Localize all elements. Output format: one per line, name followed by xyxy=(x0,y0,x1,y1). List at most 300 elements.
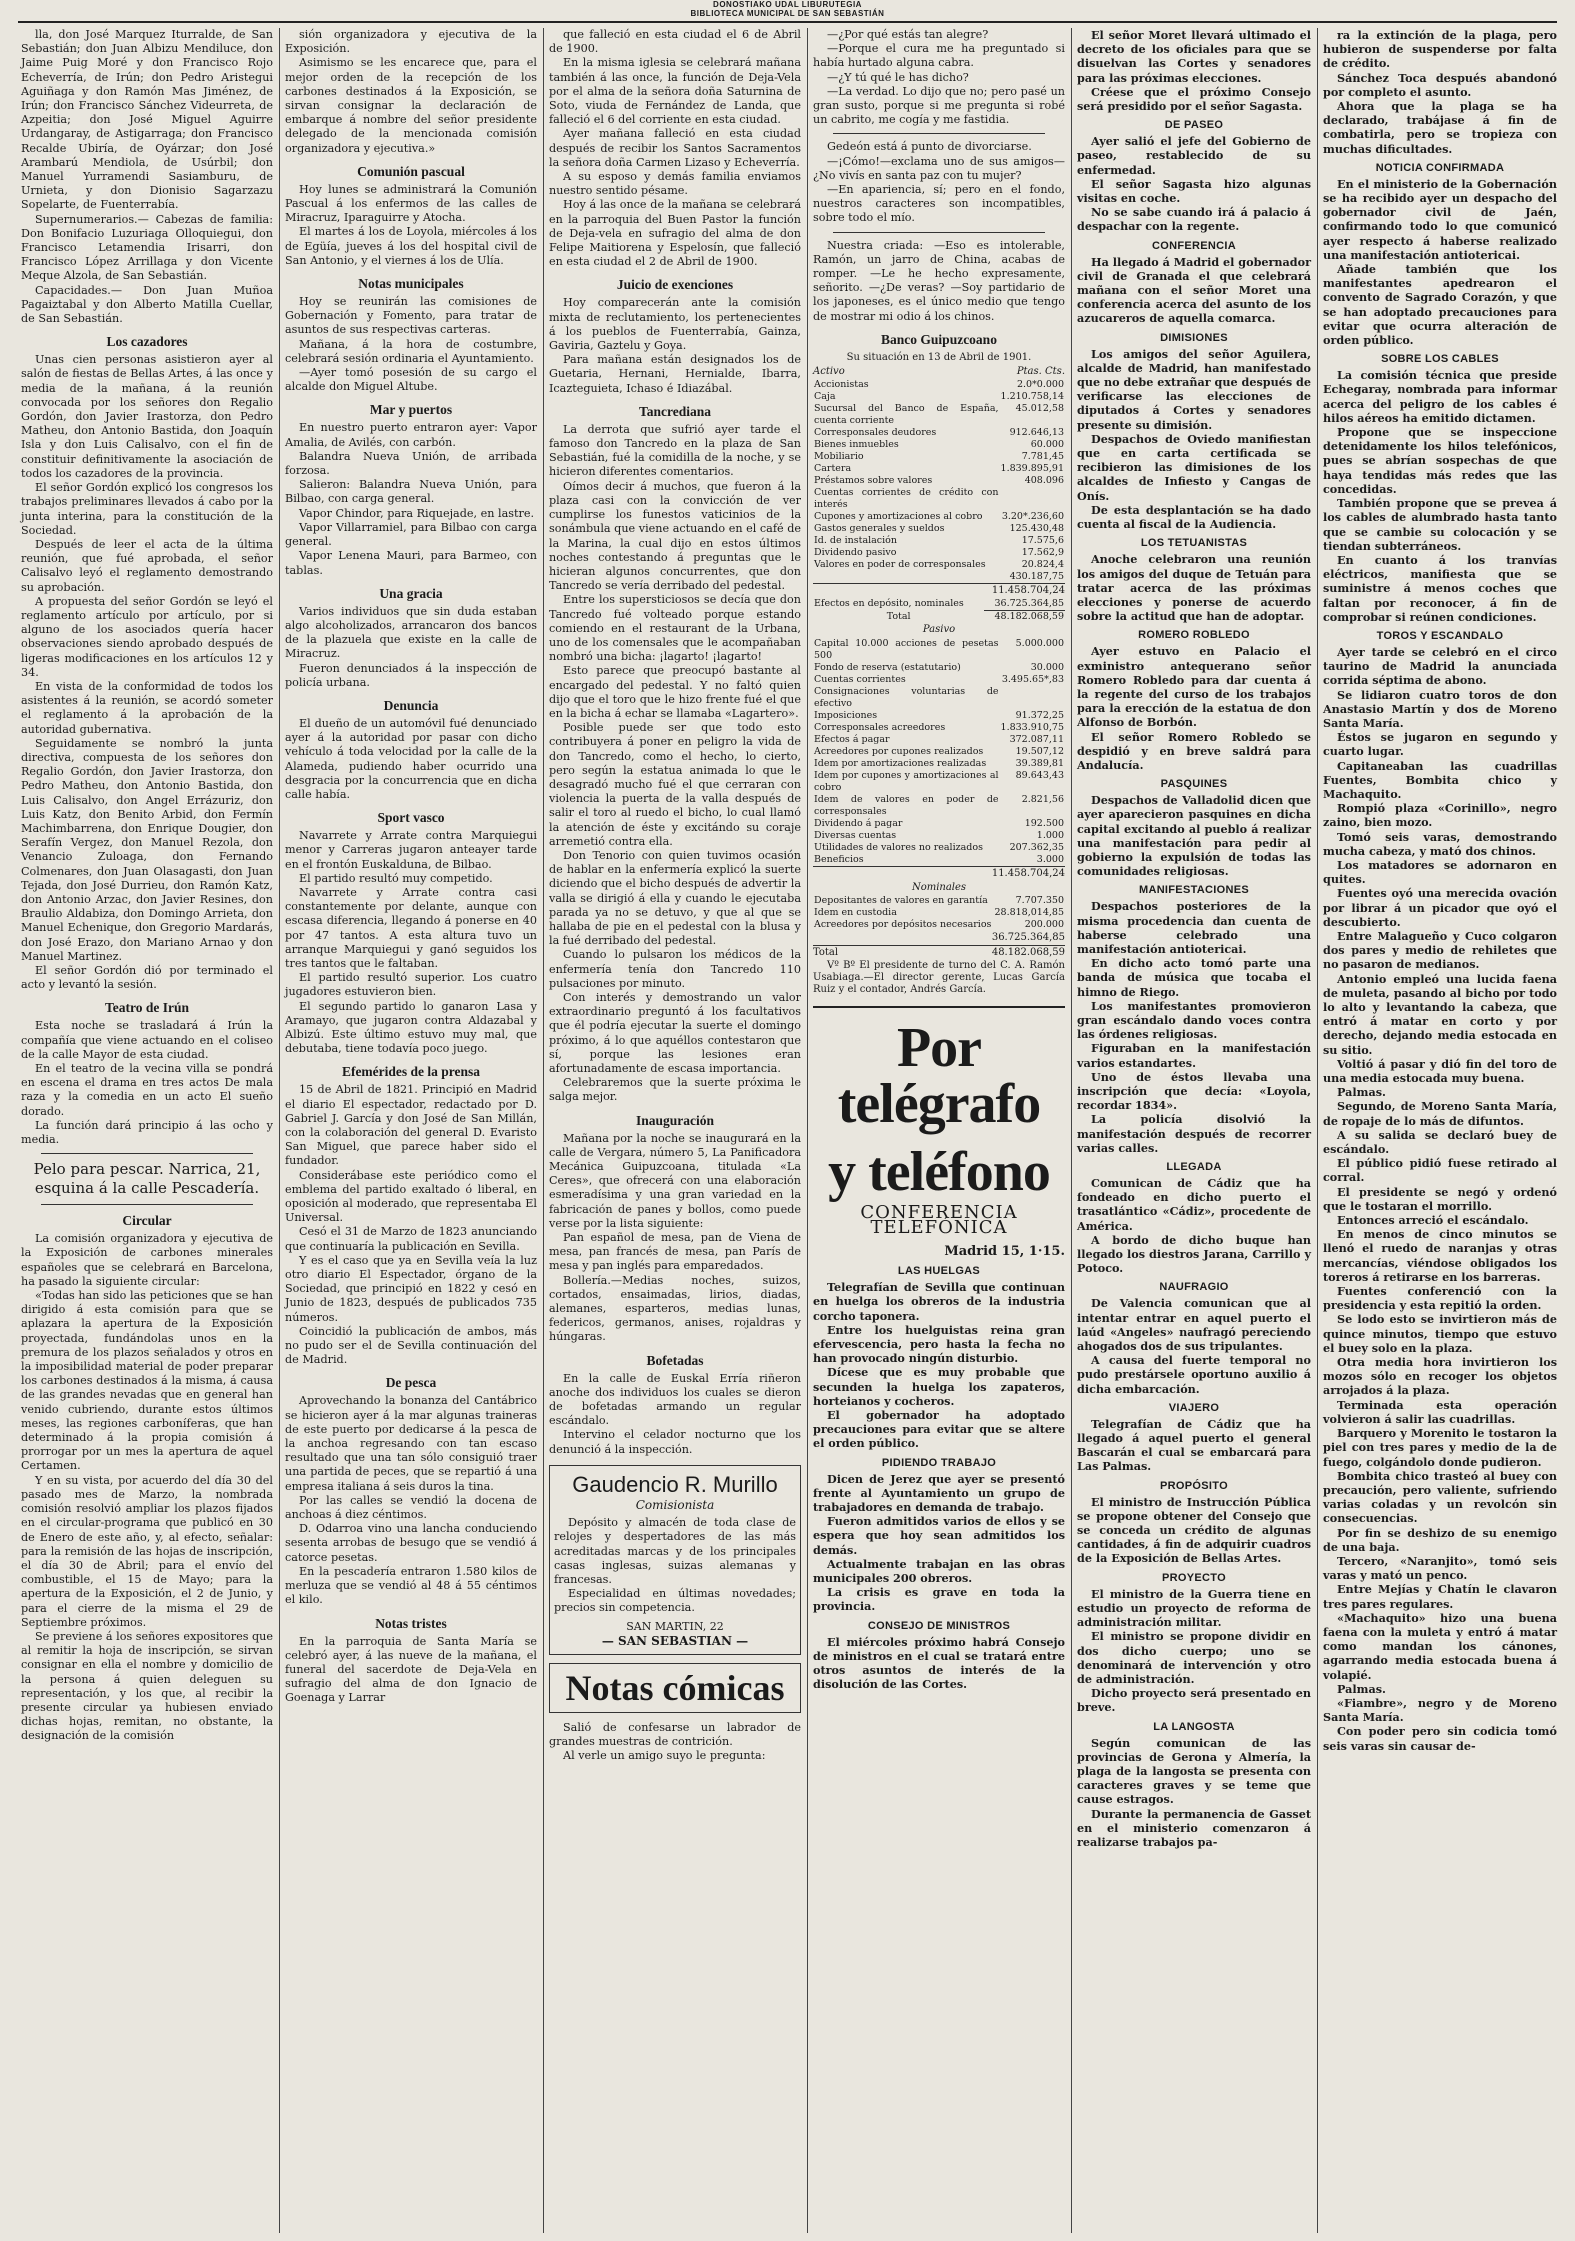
paragraph: El ministro de la Guerra tiene en estudio un proyecto de reforma de administración militar. xyxy=(1077,1586,1311,1630)
grand-total-row xyxy=(813,945,1065,960)
paragraph: El presidente se negó y ordenó que le tostaran el morrillo. xyxy=(1323,1184,1557,1213)
paragraph: El ministro de Instrucción Pública se propone obtener del Consejo que se conceda un crédito de algunas cantidades, á fin de adquirir cuadros de la Exposición de Bellas Artes. xyxy=(1077,1494,1311,1566)
table-cell: 91.372,25 xyxy=(1015,709,1064,721)
paragraph: Bollería.—Medias noches, suizos, cortados, ensaimadas, lirios, diadas, alemanes, esparteros, medias lunas, federicos, germanos, anises, rojaldras y húngaras. xyxy=(549,1273,801,1344)
paragraph: —Ayer tomó posesión de su cargo el alcalde don Miguel Altube. xyxy=(285,366,537,394)
section-heading: Sport vasco xyxy=(377,810,445,826)
paragraph: Los manifestantes promovieron gran escándalo dando voces contra las órdenes religiosas. xyxy=(1077,998,1311,1042)
notas-comicas-box xyxy=(549,1663,801,1713)
paragraph: Capitaneaban las cuadrillas Fuentes, Bombita chico y Machaquito. xyxy=(1323,758,1557,801)
table-cell: Efectos á pagar xyxy=(814,733,890,745)
table-cell: 5.000.000 xyxy=(1015,637,1064,649)
paragraph: Barquero y Morenito le tostaron la piel con tres pares y medio de la de fuego, colgándolo donde pudieron. xyxy=(1323,1426,1557,1469)
paragraph: Para mañana están designados los de Guetaria, Hernani, Hernialde, Ibarra, Icazteguieta, Ichaso é Idiazábal. xyxy=(549,353,801,395)
paragraph: Créese que el próximo Consejo será presidido por el señor Sagasta. xyxy=(1077,84,1311,114)
paragraph: El señor Moret llevará ultimado el decreto de los oficiales para que se disuelvan las Cortes y senadores para las próximas elecciones. xyxy=(1077,28,1311,85)
paragraph: Por fin se deshizo de su enemigo de una baja. xyxy=(1323,1525,1557,1554)
table-cell: Total xyxy=(886,610,911,622)
table-cell: 1.210.758,14 xyxy=(1000,391,1064,403)
table-cell: Cuentas corrientes xyxy=(814,673,906,685)
column-rule xyxy=(1317,28,1318,2233)
column-1 xyxy=(18,28,276,2233)
table-row xyxy=(813,895,1065,907)
table-cell: 39.389,81 xyxy=(1015,757,1064,769)
paragraph: Mañana, á la hora de costumbre, celebrará sesión ordinaria el Ayuntamiento. xyxy=(285,337,537,365)
paragraph: Telegrafían de Sevilla que continuan en huelga los obreros de la industria corcho taponera. xyxy=(813,1280,1065,1323)
table-cell: Corresponsales acreedores xyxy=(814,721,946,733)
paragraph: —Porque el cura me ha preguntado si había hurtado alguna cabra. xyxy=(813,42,1065,70)
paragraph: A propuesta del señor Gordón se leyó el reglamento artículo por artículo, por si alguno de los asociados quería hacer observaciones siendo aprobado después de ligeras modificaciones en los artículos 12 y 34. xyxy=(21,594,273,679)
table-row xyxy=(813,598,1065,611)
table-cell: 3.495.65*,83 xyxy=(1001,673,1064,685)
divider xyxy=(41,1204,253,1205)
table-row xyxy=(813,770,1065,794)
paragraph: A causa del fuerte temporal no pudo prestársele oportuno auxilio á dicha embarcación. xyxy=(1077,1353,1311,1396)
table-cell: 48.182.068,59 xyxy=(984,611,1065,624)
paragraph: Terminada esta operación volvieron á salir las cuadrillas. xyxy=(1323,1397,1557,1426)
paragraph: En cuanto á los tranvías eléctricos, manifiesta que se suministre á menos coches que faltan por reconocer, á fin de comprobar si reúnen condiciones. xyxy=(1323,552,1557,624)
table-cell: Imposiciones xyxy=(814,709,878,721)
paragraph: Oímos decir á muchos, que fueron á la plaza casi con la convicción de ver cumplirse los funestos vaticinios de la sonámbula que viene actuando en el café de la Marina, la cual dijo en estos últimos noches contestando á preguntas que le hicieran algunos concurrentes, que don Tancredo se vería derribado del pedestal. xyxy=(549,479,801,593)
paragraph: Supernumerarios.— Cabezas de familia: Don Bonifacio Luzuriaga Olloquiegui, don Francisco Letamendia Irisarri, don Francisco López Arrillaga y don Vicente Meque Alzola, de San Sebastián. xyxy=(21,212,273,283)
table-cell: Diversas cuentas xyxy=(814,829,897,841)
paragraph: Al verle un amigo suyo le pregunta: xyxy=(563,1749,766,1763)
paragraph: Ahora que la plaga se ha declarado, trabájase á fin de combatirla, pero se tropieza con muchas dificultades. xyxy=(1323,99,1557,156)
paragraph: Celebraremos que la suerte próxima le salga mejor. xyxy=(549,1076,801,1104)
paragraph: Éstos se jugaron en segundo y cuarto lugar. xyxy=(1323,730,1557,759)
paragraph: Se lodo esto se invirtieron más de quince minutos, tiempo que estuvo el buey solo en la plaza. xyxy=(1323,1312,1557,1355)
paragraph: El dueño de un automóvil fué denunciado ayer á la autoridad por pasar con dicho vehículo á toda velocidad por la calle de la Alameda, pudiendo haber ocurrido una desgracia por la concurrencia que en dicha calle había. xyxy=(285,716,537,801)
table-cell: Dividendo á pagar xyxy=(814,817,903,829)
table-cell xyxy=(1000,686,1065,710)
table-cell xyxy=(1000,487,1065,511)
table-row xyxy=(813,722,1065,734)
table-cell: Efectos en depósito, nominales xyxy=(814,598,964,610)
paragraph: Vapor Villarramiel, para Bilbao con carga general. xyxy=(285,520,537,549)
paragraph: —La verdad. Lo dijo que no; pero pasé un gran susto, porque si me pregunta si robé un cabrito, me cogía y me fastidia. xyxy=(813,84,1065,127)
paragraph: Y es el caso que ya en Sevilla veía la luz otro diario El Espectador, órgano de la Sociedad, que principió en 1822 y cesó en Junio de 1823, después de publicados 735 números. xyxy=(285,1253,537,1324)
nominales-total: 36.725.364,85 xyxy=(991,932,1065,944)
paragraph: Rompió plaza «Corinillo», negro zaino, bien mozo. xyxy=(1323,801,1557,830)
paragraph: Ayer salió el jefe del Gobierno de paseo, restablecido de su enfermedad. xyxy=(1077,134,1311,177)
table-cell: Préstamos sobre valores xyxy=(814,475,933,487)
paragraph: Después de leer el acta de la última reunión, que fué aprobada, el señor Calisalvo leyó el reglamento demostrando su aprobación. xyxy=(21,537,273,594)
paragraph: La comisión técnica que preside Echegaray, nombrada para informar acerca del peligro de los cables é hilos aéreos ha emitido dictamen. xyxy=(1323,368,1557,425)
classified-ad: Pelo para pescar. Narrica, 21, esquina á la calle Pescadería. xyxy=(33,1160,261,1198)
news-heading: CONSEJO DE MINISTROS xyxy=(867,1619,1011,1632)
section-heading: Notas tristes xyxy=(375,1615,447,1631)
table-cell: Utilidades de valores no realizados xyxy=(814,841,983,853)
paragraph: Dícese que es muy probable que secunden la huelga los zapateros, horteianos y cocheros. xyxy=(813,1365,1065,1408)
paragraph: El partido resultó muy competido. xyxy=(299,871,493,885)
table-row xyxy=(813,907,1065,919)
divider xyxy=(833,133,1045,134)
table-row xyxy=(813,758,1065,770)
table-row xyxy=(813,427,1065,439)
paragraph: Antonio empleó una lucida faena de muleta, pasando al bicho por todo lo alto y levantando la cabeza, que entró á matar en corto y por derecho, dejando media estocada en su sitio. xyxy=(1323,971,1557,1057)
paragraph: Según comunican de las provincias de Gerona y Almería, la plaga de la langosta se presenta con caracteres graves y se teme que cause estragos. xyxy=(1077,1735,1311,1807)
news-heading: ROMERO ROBLEDO xyxy=(1138,629,1250,642)
table-row xyxy=(813,475,1065,487)
table-cell: Id. de instalación xyxy=(814,535,898,547)
news-heading: CONFERENCIA xyxy=(1152,239,1236,252)
paragraph: De esta desplantación se ha dado cuenta al fiscal de la Audiencia. xyxy=(1077,502,1311,532)
paragraph: El ministro se propone dividir en dos dicho cuerpo; uno se denominará de intervención y otro de administración. xyxy=(1077,1629,1311,1686)
table-cell: Beneficios xyxy=(814,853,864,865)
table-row xyxy=(813,523,1065,535)
bank-signature: Vº Bº El presidente de turno del C. A. Ramón Usabiaga.—El director gerente, Lucas García Ruiz y el contador, Andrés García. xyxy=(813,960,1065,996)
archive-name: DONOSTIAKO UDAL LIBURUTEGIA xyxy=(713,0,862,9)
paragraph: Aprovechando la bonanza del Cantábrico se hicieron ayer á la mar algunas traineras de este puerto por dedicarse á la pesca de la anchoa regresando con tan escaso resultado que una tan sólo consiguió traer una partida de peces, que se repartió á una empresa italiana á seis duros la tina. xyxy=(285,1394,537,1493)
paragraph: Comunican de Cádiz que ha fondeado en dicho puerto el trasatlántico «Cádiz», procedente de América. xyxy=(1077,1176,1311,1233)
activo-total: 11.458.704,24 xyxy=(813,583,1065,598)
table-row xyxy=(813,854,1065,866)
archive-subtitle: BIBLIOTECA MUNICIPAL DE SAN SEBASTIÁN xyxy=(690,9,885,18)
table-cell: Cupones y amortizaciones al cobro xyxy=(814,511,983,523)
grand-total: 48.182.068,59 xyxy=(991,947,1065,959)
table-row xyxy=(813,818,1065,830)
paragraph: Hoy comparecerán ante la comisión mixta de reclutamiento, los pertenecientes á los pueblos de Fuenterrabía, Gainza, Gaviria, Gaztelu y Goya. xyxy=(549,296,801,353)
paragraph: «Fiambre», negro y de Moreno Santa María. xyxy=(1323,1695,1557,1725)
archive-header xyxy=(0,0,1575,20)
paragraph: Gedeón está á punto de divorciarse. xyxy=(827,140,1032,154)
paragraph: No se sabe cuando irá á palacio á despachar con la regente. xyxy=(1077,205,1311,234)
paragraph: Durante la permanencia de Gasset en el ministerio comenzaron á realizarse trabajos pa- xyxy=(1077,1806,1311,1849)
section-heading: Juicio de exenciones xyxy=(616,277,734,293)
section-heading: Notas municipales xyxy=(358,276,464,292)
paragraph: En la pescadería entraron 1.580 kilos de merluza que se vendió al 48 á 55 céntimos el kilo. xyxy=(285,1564,537,1607)
divider xyxy=(813,1006,1065,1008)
column-rule xyxy=(807,28,808,2233)
section-heading: Banco Guipuzcoano xyxy=(881,331,997,347)
dateline: Madrid 15, 1·15. xyxy=(944,1243,1065,1259)
paragraph: El señor Gordón dió por terminado el acto y levantó la sesión. xyxy=(21,964,273,992)
paragraph: La función dará principio á las ocho y media. xyxy=(21,1118,273,1147)
table-row xyxy=(813,403,1065,427)
table-cell: 2.821,56 xyxy=(1021,793,1064,805)
section-heading: Comunión pascual xyxy=(357,163,465,179)
table-cell: 207.362,35 xyxy=(1009,841,1064,853)
paragraph: «Todas han sido las peticiones que se han dirigido á esta comisión para que se aplazara la apertura de la Exposición proyectada, fundándolas unos en la premura de los plazos señalados y otros en la imposibilidad material de poder preparar los carbones destinados á la misma, á causa de las grandes nevadas que en general han venido cubriendo, durante estos últimos meses, las regiones carboníferas, que han determinado á la propia comisión á prorrogar por un mes la apertura de aquel Certamen. xyxy=(21,1289,273,1473)
paragraph: El miércoles próximo habrá Consejo de ministros en el cual se tratará entre otros asuntos de interés de la disolución de las Cortes. xyxy=(813,1634,1065,1692)
paragraph: Ayer estuvo en Palacio el exministro antequerano señor Romero Robledo para dar cuenta á la regente del curso de los trabajos para la erección de la estatua de don Alfonso de Borbón. xyxy=(1077,644,1311,730)
paragraph: Tercero, «Naranjito», tomó seis varas y mató un penco. xyxy=(1323,1553,1557,1583)
table-cell: 17.575,6 xyxy=(1021,535,1064,547)
section-heading: De pesca xyxy=(385,1375,437,1391)
section-heading: Circular xyxy=(122,1213,172,1229)
paragraph: Fuentes oyó una merecida ovación por librar á un picador que oyó el descubierto. xyxy=(1323,886,1557,929)
section-heading: Mar y puertos xyxy=(369,402,453,418)
paragraph: Entre los huelguistas reina gran efervescencia, pero hasta la fecha no han provocado ningún disturbio. xyxy=(813,1322,1065,1366)
paragraph: Figuraban en la manifestación varios estandartes. xyxy=(1077,1041,1311,1070)
paragraph: Esta noche se trasladará á Irún la compañía que viene actuando en el coliseo de la calle Mayor de esta ciudad. xyxy=(21,1019,273,1061)
paragraph: Cesó el 31 de Marzo de 1823 anunciando que continuaría la publicación en Sevilla. xyxy=(285,1225,537,1253)
column-2 xyxy=(282,28,540,2233)
table-row xyxy=(813,734,1065,746)
news-heading: DIMISIONES xyxy=(1160,331,1228,344)
paragraph: Añade también que los manifestantes apedrearon el convento de Sagrado Corazón, y que se han adoptado precauciones para evitar que ocurra alteración de orden público. xyxy=(1323,262,1557,348)
table-cell: Caja xyxy=(814,391,836,403)
paragraph: Otra media hora invirtieron los mozos sólo en recoger los objetos arrojados á la plaza. xyxy=(1323,1355,1557,1398)
paragraph: Posible puede ser que todo esto contribuyera á poner en peligro la vida de don Tancredo, como el hecho, lo cierto, pero según la estatua animada lo que le desagradó mucho fué el que cerraran con violencia la puerta de la valla después de salir el toro al ruedo el bicho, lo cual llamó la atención de éste y excitándo su coraje arremetió contra ella. xyxy=(549,721,801,848)
bank-activo-table xyxy=(813,379,1065,583)
bank-date: Su situación en 13 de Abril de 1901. xyxy=(846,351,1032,363)
paragraph: Tomó seis varas, demostrando mucha cabeza, y mató dos chinos. xyxy=(1323,829,1557,858)
paragraph: Don Tenorio con quien tuvimos ocasión de hablar en la enfermería explicó la suerte diciendo que el bicho después de advertir la valla se dirigió á ella y cuando le ejecutaba parada ya no se detuvo, y que al que se hallaba de pie en el pedestal con la blusa y la fué derribado del pedestal. xyxy=(549,848,801,948)
paragraph: Bombita chico trasteó al buey con precaución, pero valiente, sufriendo varias coladas y un revolcón sin consecuencias. xyxy=(1323,1468,1557,1526)
paragraph: Unas cien personas asistieron ayer al salón de fiestas de Bellas Artes, á las once y media de la mañana, á la reunión convocada por los señores don Regalio Gordón, don Javier Irastorza, don Pedro Matheu, don Antonio Bastida, don Joaquín Isla y don Luis Calisalvo, con el fin de constituir definitivamente la asociación de todos los cazadores de la provincia. xyxy=(21,353,273,480)
table-cell: Cartera xyxy=(814,463,852,475)
table-cell: 17.562,9 xyxy=(1021,547,1064,559)
header-rule xyxy=(18,21,1557,23)
news-heading: LA LANGOSTA xyxy=(1153,1720,1235,1733)
table-cell xyxy=(813,571,1000,583)
paragraph: Navarrete y Arrate contra Marquiegui menor y Carreras jugaron anteayer tarde en el frontón Euskalduna, de Bilbao. xyxy=(285,829,537,871)
table-row xyxy=(813,611,1065,624)
table-cell: 7.781,45 xyxy=(1021,451,1064,463)
paragraph: Con interés y demostrando un valor extraordinario preguntó á los facultativos que él podría ejecutar la suerte el domingo próximo, á lo que aquéllos contestaron que sí, porque las lesiones eran afortunadamente de escasa importancia. xyxy=(549,991,801,1076)
paragraph: Varios individuos que sin duda estaban algo alcoholizados, arrancaron dos bancos de la plazuela que existe en la calle de Miracruz. xyxy=(285,604,537,661)
news-heading: MANIFESTACIONES xyxy=(1138,884,1250,897)
nominales-label: Nominales xyxy=(911,881,967,893)
table-cell: 2.0*0.000 xyxy=(1016,379,1064,391)
table-cell: 200.000 xyxy=(1024,919,1064,931)
table-row xyxy=(813,511,1065,523)
news-heading: TOROS Y ESCANDALO xyxy=(1376,629,1504,642)
ad-address: SAN MARTIN, 22 xyxy=(626,1619,724,1633)
table-cell: 3.000 xyxy=(1036,853,1064,865)
paragraph: —En apariencia, sí; pero en el fondo, nuestros caracteres son incompatibles, sobre todo el mío. xyxy=(813,183,1065,225)
paragraph: Con poder pero sin codicia tomó seis varas sin causar de- xyxy=(1323,1724,1557,1753)
table-cell: 19.507,12 xyxy=(1015,745,1064,757)
paragraph: Esto parece que preocupó bastante al encargado del pedestal. Y no faltó quien dijo que el toro que le hizo frente fué el que en la bicha á echar se llamaba «Lagartero». xyxy=(549,664,801,720)
paragraph: Salieron: Balandra Nueva Unión, para Bilbao, con carga general. xyxy=(285,478,537,506)
paragraph: A bordo de dicho buque han llegado los diestros Jarana, Carrillo y Potoco. xyxy=(1077,1232,1311,1276)
column-4 xyxy=(810,28,1068,2233)
paragraph: Ayer mañana falleció en esta ciudad después de recibir los Santos Sacramentos la señora doña Carmen Lizaso y Echeverría. xyxy=(549,127,801,169)
column-5 xyxy=(1074,28,1314,2233)
paragraph: El señor Romero Robledo se despidió y en breve saldrá para Andalucía. xyxy=(1077,729,1311,772)
table-cell: 430.187,75 xyxy=(1009,571,1064,583)
paragraph: —¿Y tú qué le has dicho? xyxy=(827,70,969,84)
paragraph: Vapor Chindor, para Riquejade, en lastre. xyxy=(299,506,535,520)
paragraph: Anoche celebraron una reunión los amigos del duque de Tetuán para tratar acerca de las próximas elecciones y ponerse de acuerdo sobre la actitud que han de adoptar. xyxy=(1077,552,1311,624)
paragraph: Sánchez Toca después abandonó por completo el asunto. xyxy=(1323,70,1557,99)
table-row xyxy=(813,919,1065,931)
paragraph: ra la extinción de la plaga, pero hubieron de suspenderse por falta de crédito. xyxy=(1323,28,1557,71)
table-row xyxy=(813,662,1065,674)
paragraph: El señor Gordón explicó los congresos los trabajos preliminares llevados á cabo por la junta interina, para la constitución de la Sociedad. xyxy=(21,481,273,537)
table-cell: Mobiliario xyxy=(814,451,864,463)
paragraph: Despachos de Oviedo manifiestan que en carta certificada se recibieron las dimisiones de los alcaldes de Infiesto y Cangas de Onís. xyxy=(1077,431,1311,503)
table-cell: Acreedores por depósitos necesarios xyxy=(814,919,992,931)
table-cell: 28.818,014,85 xyxy=(994,907,1064,919)
table-row xyxy=(813,794,1065,818)
news-heading: PIDIENDO TRABAJO xyxy=(881,1456,997,1469)
paragraph: Mañana por la noche se inaugurará en la calle de Vergara, número 5, La Panificadora Mecánica Guipuzcoana, titulada «La Ceres», que ofrecerá con una elaboración esmeradísima y una gran variedad en la fabricación de panes y bollos, como puede verse por la lista siguiente: xyxy=(549,1131,801,1230)
paragraph: El martes á los de Loyola, miércoles á los de Egüía, jueves á los del hospital civil de San Antonio, y el viernes á los de Ulía. xyxy=(285,225,537,267)
news-heading: SOBRE LOS CABLES xyxy=(1381,353,1499,366)
paragraph: También propone que se prevea á los cables de alumbrado hasta tanto que se cambie su colocación y se tiendan subterráneos. xyxy=(1323,496,1557,553)
paragraph: En vista de la conformidad de todos los asistentes á la reunión, se acordó someter el reglamento á la aprobación de la autoridad gubernativa. xyxy=(21,679,273,736)
paragraph: Ha llegado á Madrid el gobernador civil de Granada el que celebrará mañana con el señor Moret una conferencia acerca del asunto de los azucareros de aquella comarca. xyxy=(1077,254,1311,326)
table-cell: Acreedores por cupones realizados xyxy=(814,745,984,757)
table-row xyxy=(813,571,1065,583)
paragraph: Entre Mejías y Chatín le clavaron tres pares regulares. xyxy=(1323,1582,1557,1611)
section-heading: Bofetadas xyxy=(646,1352,704,1368)
news-heading: VIAJERO xyxy=(1168,1401,1220,1414)
paragraph: Ayer tarde se celebró en el circo taurino de Madrid la anunciada corrida séptima de abono. xyxy=(1323,644,1557,688)
paragraph: Entre Malagueño y Cuco colgaron dos pares y medio de rehiletes que no pasaron de medianos. xyxy=(1323,928,1557,972)
table-cell: Accionistas xyxy=(814,379,869,391)
paragraph: Y en su vista, por acuerdo del día 30 del pasado mes de Marzo, la nombrada comisión resolvió ampliar los plazos fijados en el circular-programa que publicó en 30 de Enero de este año, y, al efecto, señalar: para la remisión de las hojas de inscripción, el día 30 de Abril; para el envío del combustible, el 15 de Mayo; para la apertura de la Exposición, el 2 de Junio, y para el cierre de la misma el 29 de Septiembre próximos. xyxy=(21,1473,273,1629)
paragraph: Fuentes conferenció con la presidencia y esta repitió la orden. xyxy=(1323,1284,1557,1313)
divider xyxy=(833,232,1045,233)
section-heading: Los cazadores xyxy=(106,334,188,350)
paragraph: Seguidamente se nombró la junta directiva, compuesta de los señores don Regalio Gordón, don Javier Irastorza, don Pedro Matheu, don Antonio Bastida, don Luis Calisalvo, don Angel Errázuriz, don Luis Katz, don Benito Arbid, don Fermín Machimbarrena, don Enrique Dougier, don Serafín Vergez, don Manuel Rezola, don Venancio Zuloaga, don Fernando Colmenares, don Juan Olasagasti, don Juan Tejada, don José Durrieu, don Ramón Katz, don Antonio Arzac, don Javier Resines, don Braulio Aldabiza, don Domingo Arrieta, don Manuel Echenique, don Gregorio Mardarás, don José Erazo, don Mariano Arnao y don Manuel Martinez. xyxy=(21,736,273,963)
paragraph: Pan español de mesa, pan de Viena de mesa, pan francés de mesa, pan París de mesa y pan inglés para emparedados. xyxy=(549,1231,801,1273)
table-row xyxy=(813,463,1065,475)
paragraph: En la misma iglesia se celebrará mañana también á las once, la función de Deja-Vela por el alma de la señora doña Saturnina de Soto, viuda de Fernández de Landa, que falleció el 6 del corriente en esta ciudad. xyxy=(549,56,801,127)
paragraph: El señor Sagasta hizo algunas visitas en coche. xyxy=(1077,176,1311,206)
paragraph: Se previene á los señores expositores que al remitir la hoja de inscripción, se sirvan consignar en ella el nombre y domicilio de la persona á quien deleguen su representación, y los que, al recibir la presente circular ya hubiesen enviado dichas hojas, remitan, no obstante, la designación de la comisión xyxy=(21,1629,273,1743)
paragraph: Intervino el celador nocturno que los denunció á la inspección. xyxy=(549,1428,801,1456)
paragraph: —¿Por qué estás tan alegre? xyxy=(827,28,989,41)
table-row xyxy=(813,842,1065,854)
paragraph: Navarrete y Arrate contra casi constantemente por delante, aunque con escasa diferencia, llegando á ponerse en 40 por 47 tantos. A esta altura tuvo un arranque Marquiegui y ganó seguidos los tres tantos que le faltaban. xyxy=(285,885,537,970)
table-row xyxy=(813,487,1065,511)
paragraph: El público pidió fuese retirado al corral. xyxy=(1323,1156,1557,1185)
table-cell: 45.012,58 xyxy=(1015,403,1064,415)
paragraph: En la calle de Euskal Erría riñeron anoche dos individuos los cuales se dieron de bofetadas armando un regular escándalo. xyxy=(549,1371,801,1428)
column-3 xyxy=(546,28,804,2233)
ad-subtitle: Comisionista xyxy=(635,1497,715,1512)
paragraph: Considerábase este periódico como el emblema del partido exaltado ó liberal, en oposición al moderado, que representaba El Universal. xyxy=(285,1168,537,1225)
ad-text: Especialidad en últimas novedades; precios sin competencia. xyxy=(554,1587,796,1615)
paragraph: Telegrafían de Cádiz que ha llegado á aquel puerto el general Bascarán el cual se embarcará para Las Palmas. xyxy=(1077,1416,1311,1474)
paragraph: Entonces arreció el escándalo. xyxy=(1337,1213,1529,1228)
paragraph: Los matadores se adornaron en quites. xyxy=(1323,857,1557,887)
paragraph: Se lidiaron cuatro toros de don Anastasio Martín y dos de Moreno Santa María. xyxy=(1323,687,1557,730)
paragraph: «Machaquito» hizo una buena faena con la muleta y entró á matar como mandan los cánones, agarrando media estocada buena á volapié. xyxy=(1323,1610,1557,1682)
table-row xyxy=(813,746,1065,758)
news-heading: LAS HUELGAS xyxy=(897,1265,981,1278)
telegraph-title: y teléfono xyxy=(828,1141,1050,1204)
paragraph: Voltió á pasar y dió fin del toro de una media estocada muy buena. xyxy=(1323,1056,1557,1086)
paragraph: Fueron admitidos varios de ellos y se espera que hoy sean admitidos los demás. xyxy=(813,1514,1065,1557)
table-row xyxy=(813,547,1065,559)
column-rule xyxy=(279,28,280,2233)
paragraph: 15 de Abril de 1821. Principió en Madrid el diario El espectador, redactado por D. Gabriel J. García y don José de San Millán, con la colaboración del general D. Evaristo San Miguel, que parece haber sido el fundador. xyxy=(285,1083,537,1168)
table-cell: Idem de valores en poder de corresponsales xyxy=(814,793,999,817)
table-row xyxy=(813,830,1065,842)
paragraph: Cuando lo pulsaron los médicos de la enfermería tenía don Tancredo 110 pulsaciones por minuto. xyxy=(549,948,801,990)
paragraph: Palmas. xyxy=(1337,1681,1386,1696)
paragraph: De Valencia comunican que al intentar entrar en aquel puerto el laúd «Angeles» naufragó pereciendo ahogados dos de sus tripulantes. xyxy=(1077,1296,1311,1354)
table-cell: Capital 10.000 acciones de pesetas 500 xyxy=(814,637,999,661)
section-heading: Efemérides de la prensa xyxy=(341,1064,481,1080)
news-heading: DE PASEO xyxy=(1164,119,1224,132)
table-row xyxy=(813,535,1065,547)
paragraph: La policía disolvió la manifestación después de recorrer varias calles. xyxy=(1077,1112,1311,1155)
paragraph: Asimismo se les encarece que, para el mejor orden de la recepción de los carbones destinados á la Exposición, se sirvan consignar la declaración de embarque á nombre del señor presidente delegado de la mencionada comisión organizadora y ejecutiva.» xyxy=(285,56,537,155)
paragraph: Hoy se reunirán las comisiones de Gobernación y Fomento, para tratar de asuntos de sus respectivas carteras. xyxy=(285,295,537,337)
telephone-conference: CONFERENCIA TELEFÓNICA xyxy=(860,1202,1018,1238)
paragraph: Hoy á las once de la mañana se celebrará en la parroquia del Buen Pastor la función de Deja-vela en sufragio del alma de don Felipe Maitiorena y Espelosín, que falleció en esta ciudad el 2 de Abril de 1900. xyxy=(549,198,801,269)
paragraph: Hoy lunes se administrará la Comunión Pascual á los enfermos de las calles de Miracruz, Iparaguirre y Atocha. xyxy=(285,182,537,225)
ad-business-name: Gaudencio R. Murillo xyxy=(572,1471,778,1497)
table-cell: 1.839.895,91 xyxy=(1000,463,1064,475)
column-6 xyxy=(1320,28,1560,2233)
paragraph: que falleció en esta ciudad el 6 de Abril de 1900. xyxy=(549,28,801,56)
table-cell: Corresponsales deudores xyxy=(814,427,937,439)
paragraph: El segundo partido lo ganaron Lasa y Aramayo, que jugaron contra Aldazabal y Albizú. Este último estuvo muy mal, que debutaba, tiene todavía poco juego. xyxy=(285,999,537,1056)
news-heading: NAUFRAGIO xyxy=(1159,1281,1229,1294)
paragraph: Dicen de Jerez que ayer se presentó frente al Ayuntamiento un grupo de trabajadores en demanda de trabajo. xyxy=(813,1471,1065,1514)
ad-city: — SAN SEBASTIAN — xyxy=(601,1633,749,1648)
news-heading: LOS TETUANISTAS xyxy=(1140,537,1248,550)
paragraph: Uno de éstos llevaba una inscripción que decía: «Loyola, recordar 1834». xyxy=(1077,1069,1311,1113)
table-cell: 912.646,13 xyxy=(1009,427,1064,439)
table-cell: 408.096 xyxy=(1024,475,1064,487)
paragraph: D. Odarroa vino una lancha conduciendo sesenta arrobas de besugo que se vendió á catorce pesetas. xyxy=(285,1522,537,1564)
paragraph: En nuestro puerto entraron ayer: Vapor Amalia, de Avilés, con carbón. xyxy=(285,421,537,449)
table-row xyxy=(813,638,1065,662)
paragraph: Balandra Nueva Unión, de arribada forzosa. xyxy=(285,449,537,478)
paragraph: Actualmente trabajan en las obras municipales 200 obreros. xyxy=(813,1556,1065,1585)
paragraph: Despachos posteriores de la misma procedencia dan cuenta de haberse celebrado una manifestación antiotericai. xyxy=(1077,899,1311,956)
paragraph: Capacidades.— Don Juan Muñoa Pagaiztabal y don Alberto Matilla Cuellar, de San Sebastián. xyxy=(21,283,273,326)
telegraph-title: Por telégrafo xyxy=(837,1017,1041,1136)
table-cell: 20.824,4 xyxy=(1021,559,1064,571)
table-cell: Cuentas corrientes de crédito con interés xyxy=(814,487,999,511)
news-heading: NOTICIA CONFIRMADA xyxy=(1375,161,1505,174)
table-row xyxy=(813,379,1065,391)
paragraph: Dicho proyecto será presentado en breve. xyxy=(1077,1686,1311,1715)
paragraph: El partido resultó superior. Los cuatro jugadores estuvieron bien. xyxy=(285,971,537,999)
table-cell: Idem por cupones y amortizaciones al cobro xyxy=(814,769,999,793)
paragraph: En la parroquia de Santa María se celebró ayer, á las nueve de la mañana, el funeral del sacerdote de Deja-Vela en sufragio del alma de don Ignacio de Goenaga y Larrar xyxy=(285,1634,537,1705)
table-cell: 1.833.910,75 xyxy=(1000,721,1064,733)
section-heading: Inauguración xyxy=(635,1112,715,1128)
paragraph: Salió de confesarse un labrador de grandes muestras de contrición. xyxy=(549,1720,801,1749)
paragraph: En dicho acto tomó parte una banda de música que tocaba el himno de Riego. xyxy=(1077,956,1311,999)
paragraph: Por las calles se vendió la docena de anchoas á diez céntimos. xyxy=(285,1493,537,1522)
table-cell: Gastos generales y sueldos xyxy=(814,523,945,535)
column-rule xyxy=(543,28,544,2233)
paragraph: En el teatro de la vecina villa se pondrá en escena el drama en tres actos De mala raza y la comedia en un acto El sueño dorado. xyxy=(21,1062,273,1118)
ad-text: Depósito y almacén de toda clase de relojes y despertadores de las más acreditadas marcas y de los principales casas inglesas, suizas alemanas y francesas. xyxy=(554,1516,796,1586)
table-cell: Sucursal del Banco de España, cuenta corriente xyxy=(814,403,999,427)
section-heading: Una gracia xyxy=(379,585,443,601)
section-heading: Teatro de Irún xyxy=(104,1000,189,1016)
table-row xyxy=(813,710,1065,722)
table-cell: 7.707.350 xyxy=(1015,895,1064,907)
table-row xyxy=(813,686,1065,710)
paragraph: Despachos de Valladolid dicen que ayer aparecieron pasquines en dicha capital excitando al pueblo á realizar una manifestación para pedir al gobierno la expulsión de todas las comunidades religiosas. xyxy=(1077,793,1311,879)
table-row xyxy=(813,451,1065,463)
table-cell: 36.725.364,85 xyxy=(994,598,1064,610)
bank-header xyxy=(813,365,1065,379)
table-row xyxy=(813,391,1065,403)
news-heading: LLEGADA xyxy=(1166,1161,1222,1174)
pasivo-total: 11.458.704,24 xyxy=(813,866,1065,881)
table-cell: Idem en custodia xyxy=(814,907,897,919)
paragraph: En menos de cinco minutos se llenó el ruedo de naranjas y otras mercancías, viéndose obligados los toreros á retirarse en los barreras. xyxy=(1323,1227,1557,1284)
table-cell: Depositantes de valores en garantía xyxy=(814,895,988,907)
paragraph: Segundo, de Moreno Santa María, de ropaje de lo más de difuntos. xyxy=(1323,1099,1557,1128)
total-label: Total xyxy=(813,947,839,959)
